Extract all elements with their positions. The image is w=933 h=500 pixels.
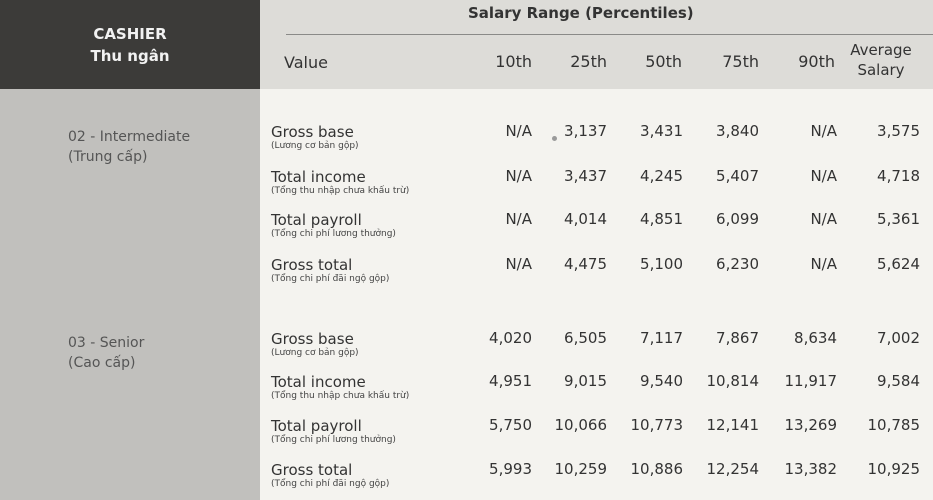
level-senior — [68, 333, 144, 373]
row-label-en: Total payroll — [271, 417, 362, 435]
value-cell: 10,773 — [630, 416, 683, 434]
row-label — [271, 418, 396, 446]
col-header-25th: 25th — [570, 52, 607, 71]
value-cell: 12,141 — [706, 416, 759, 434]
row-label — [271, 212, 396, 240]
row-label-en: Gross total — [271, 461, 353, 479]
value-cell: N/A — [505, 167, 532, 185]
value-cell: 7,867 — [716, 329, 759, 347]
value-cell: 4,245 — [640, 167, 683, 185]
col-header-10th: 10th — [495, 52, 532, 71]
value-cell: N/A — [505, 255, 532, 273]
level-intermediate — [68, 127, 190, 167]
value-cell: 6,505 — [564, 329, 607, 347]
value-cell: N/A — [810, 167, 837, 185]
row-label-vi: (Tổng chi phí lương thưởng) — [271, 435, 396, 445]
col-header-50th: 50th — [645, 52, 682, 71]
row-label — [271, 169, 409, 197]
value-cell: 10,259 — [554, 460, 607, 478]
value-cell: 4,014 — [564, 210, 607, 228]
row-label-en: Gross base — [271, 123, 354, 141]
level-label-en: 03 - Senior — [68, 335, 145, 351]
value-cell: 5,407 — [716, 167, 759, 185]
job-title-en: CASHIER — [93, 24, 167, 43]
row-label-en: Gross total — [271, 256, 353, 274]
value-cell: 7,002 — [877, 329, 920, 347]
row-label — [271, 462, 389, 490]
value-cell: 10,886 — [630, 460, 683, 478]
value-cell: 4,851 — [640, 210, 683, 228]
header-divider — [286, 34, 933, 35]
salary-label: Salary — [857, 61, 905, 79]
row-label — [271, 257, 389, 285]
level-label-en: 02 - Intermediate — [68, 129, 191, 145]
row-label-vi: (Tổng chi phí đãi ngộ gộp) — [271, 479, 390, 489]
row-label-vi: (Tổng thu nhập chưa khấu trừ) — [271, 391, 410, 401]
value-cell: 5,361 — [877, 210, 920, 228]
value-cell: 9,015 — [564, 372, 607, 390]
value-cell: 3,840 — [716, 122, 759, 140]
value-cell: 11,917 — [784, 372, 837, 390]
value-cell: 7,117 — [640, 329, 683, 347]
value-cell: 3,437 — [564, 167, 607, 185]
salary-range-title: Salary Range (Percentiles) — [468, 4, 694, 22]
job-title-vi: Thu ngân — [90, 46, 170, 65]
value-cell: 9,540 — [640, 372, 683, 390]
value-cell: 3,431 — [640, 122, 683, 140]
print-speck — [552, 136, 557, 141]
value-cell: 9,584 — [877, 372, 920, 390]
value-column-header: Value — [284, 53, 328, 72]
level-label-vi: (Trung cấp) — [68, 149, 148, 165]
value-cell: N/A — [810, 255, 837, 273]
col-header-average — [836, 40, 926, 80]
value-cell: N/A — [505, 122, 532, 140]
row-label-vi: (Tổng chi phí lương thưởng) — [271, 229, 396, 239]
value-cell: N/A — [810, 122, 837, 140]
value-cell: 3,575 — [877, 122, 920, 140]
value-cell: 13,382 — [784, 460, 837, 478]
row-label-en: Total income — [271, 168, 366, 186]
value-cell: 8,634 — [794, 329, 837, 347]
value-cell: 5,750 — [489, 416, 532, 434]
value-cell: 12,254 — [706, 460, 759, 478]
value-cell: 4,951 — [489, 372, 532, 390]
value-cell: 6,099 — [716, 210, 759, 228]
row-label — [271, 374, 409, 402]
value-cell: 10,066 — [554, 416, 607, 434]
value-cell: 4,475 — [564, 255, 607, 273]
row-label-vi: (Lương cơ bản gộp) — [271, 141, 359, 151]
row-label-vi: (Tổng chi phí đãi ngộ gộp) — [271, 274, 390, 284]
row-label-en: Total income — [271, 373, 366, 391]
value-cell: 5,624 — [877, 255, 920, 273]
row-label-vi: (Lương cơ bản gộp) — [271, 348, 359, 358]
value-cell: N/A — [505, 210, 532, 228]
value-cell: 4,718 — [877, 167, 920, 185]
value-cell: 5,993 — [489, 460, 532, 478]
col-header-75th: 75th — [722, 52, 759, 71]
value-cell: 10,814 — [706, 372, 759, 390]
value-cell: 3,137 — [564, 122, 607, 140]
value-cell: 10,925 — [867, 460, 920, 478]
value-cell: 5,100 — [640, 255, 683, 273]
job-title-box — [0, 0, 260, 89]
row-label — [271, 331, 359, 359]
col-header-90th: 90th — [798, 52, 835, 71]
value-cell: 6,230 — [716, 255, 759, 273]
row-label — [271, 124, 359, 152]
row-label-en: Gross base — [271, 330, 354, 348]
value-cell: 10,785 — [867, 416, 920, 434]
row-label-vi: (Tổng thu nhập chưa khấu trừ) — [271, 186, 410, 196]
row-label-en: Total payroll — [271, 211, 362, 229]
average-label: Average — [850, 41, 912, 59]
value-cell: 13,269 — [784, 416, 837, 434]
level-label-vi: (Cao cấp) — [68, 355, 136, 371]
value-cell: 4,020 — [489, 329, 532, 347]
value-cell: N/A — [810, 210, 837, 228]
